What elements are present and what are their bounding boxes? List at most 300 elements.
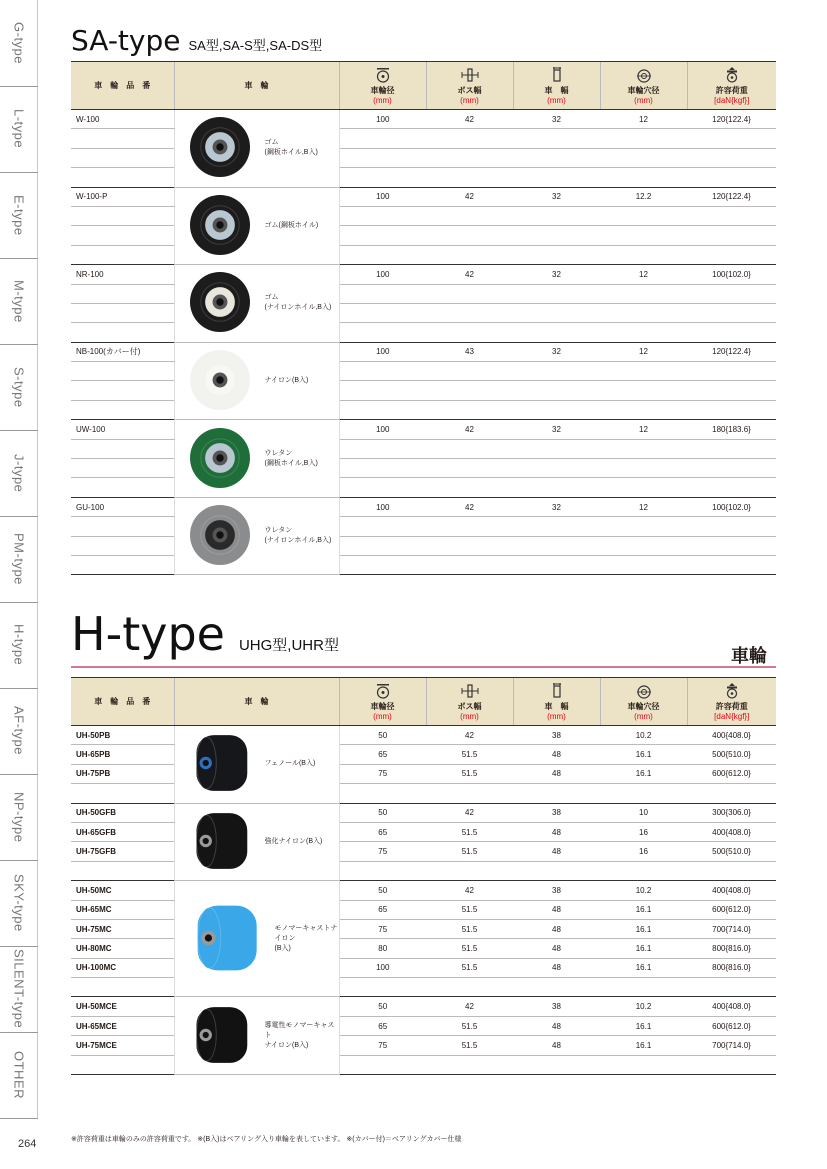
cell-part-number: UH-65PB	[71, 745, 174, 764]
cell-part-number	[71, 784, 174, 803]
cell-boss-width	[426, 978, 513, 997]
cell-boss-width	[426, 784, 513, 803]
wheel-figure	[175, 997, 339, 1074]
sa-type-title: SA-type	[71, 24, 181, 57]
wheel-hub-type: ナイロン(B入)	[264, 1041, 309, 1049]
table-row	[71, 265, 776, 284]
cell-diameter: 100	[339, 497, 426, 516]
cell-part-number	[71, 861, 174, 880]
header-load	[687, 62, 776, 110]
cell-part-number	[71, 978, 174, 997]
cell-part-number: UH-65MC	[71, 900, 174, 919]
cell-bore	[600, 555, 687, 574]
cell-boss-width	[426, 478, 513, 497]
side-tab-label: SKY-type	[11, 874, 27, 932]
cell-load: 400{408.0}	[687, 822, 776, 841]
table-row	[71, 342, 776, 361]
wheel-cell	[174, 187, 339, 265]
wheel-description	[265, 759, 316, 769]
header-part-label: 車 輪 品 番	[94, 81, 151, 90]
cell-boss-width: 42	[426, 187, 513, 206]
cell-bore	[600, 1055, 687, 1074]
cell-part-number: UH-75MCE	[71, 1036, 174, 1055]
cell-wheel-width: 48	[513, 900, 600, 919]
cell-part-number: GU-100	[71, 497, 174, 516]
side-tab-sky-type[interactable]	[0, 860, 38, 947]
wheel-image	[189, 902, 261, 976]
cell-wheel-width: 48	[513, 1016, 600, 1035]
cell-load: 400{408.0}	[687, 997, 776, 1016]
cell-bore	[600, 381, 687, 400]
diameter-icon	[340, 67, 426, 83]
cell-part-number	[71, 284, 174, 303]
cell-part-number: UH-65GFB	[71, 822, 174, 841]
wheel-image	[189, 1004, 251, 1068]
cell-wheel-width: 32	[513, 342, 600, 361]
boss-width-icon	[427, 67, 513, 83]
side-tab-label: E-type	[11, 194, 27, 236]
side-tab-j-type[interactable]	[0, 430, 38, 517]
wheel-cell	[174, 497, 339, 575]
cell-wheel-width	[513, 784, 600, 803]
cell-bore	[600, 168, 687, 187]
cell-wheel-width	[513, 439, 600, 458]
cell-boss-width: 51.5	[426, 919, 513, 938]
wheel-material: 強化ナイロン(B入)	[264, 837, 323, 845]
cell-load: 120{122.4}	[687, 342, 776, 361]
cell-boss-width: 51.5	[426, 1016, 513, 1035]
header-part-label: 車 輪 品 番	[94, 697, 151, 706]
cell-wheel-width	[513, 129, 600, 148]
header-load-unit: [daN{kgf}]	[714, 711, 750, 721]
cell-bore: 10.2	[600, 881, 687, 900]
cell-boss-width: 42	[426, 726, 513, 745]
wheel-figure	[175, 188, 339, 265]
header-boss-width-unit: (mm)	[460, 711, 479, 721]
cell-diameter: 75	[339, 919, 426, 938]
cell-diameter: 75	[339, 764, 426, 783]
wheel-description	[265, 837, 323, 847]
wheel-cell	[174, 342, 339, 420]
cell-part-number: UH-50PB	[71, 726, 174, 745]
wheel-material: ゴム	[264, 294, 279, 302]
cell-wheel-width	[513, 148, 600, 167]
wheel-figure	[175, 881, 339, 996]
header-boss-width	[426, 62, 513, 110]
cell-wheel-width: 32	[513, 110, 600, 129]
table-row	[71, 881, 776, 900]
header-boss-width	[426, 678, 513, 726]
cell-boss-width	[426, 400, 513, 419]
cell-boss-width	[426, 459, 513, 478]
page-number: 264	[18, 1138, 37, 1150]
cell-load: 300{306.0}	[687, 803, 776, 822]
cell-diameter	[339, 148, 426, 167]
cell-diameter: 75	[339, 842, 426, 861]
cell-bore	[600, 284, 687, 303]
diameter-icon	[340, 683, 426, 699]
cell-boss-width: 51.5	[426, 939, 513, 958]
cell-wheel-width	[513, 323, 600, 342]
cell-part-number	[71, 168, 174, 187]
cell-diameter: 50	[339, 997, 426, 1016]
header-part	[71, 678, 174, 726]
cell-bore: 16	[600, 822, 687, 841]
wheel-figure	[175, 726, 339, 803]
cell-bore	[600, 439, 687, 458]
h-type-heading	[71, 608, 339, 660]
cell-bore: 16.1	[600, 900, 687, 919]
wheel-figure	[175, 804, 339, 881]
cell-boss-width	[426, 381, 513, 400]
cell-diameter: 65	[339, 1016, 426, 1035]
cell-part-number: W-100-P	[71, 187, 174, 206]
cell-diameter	[339, 206, 426, 225]
cell-diameter	[339, 303, 426, 322]
header-wheel-width-label: 車 幅	[544, 85, 569, 95]
cell-boss-width	[426, 439, 513, 458]
cell-load	[687, 536, 776, 555]
cell-bore: 12	[600, 342, 687, 361]
cell-boss-width	[426, 517, 513, 536]
cell-boss-width	[426, 1055, 513, 1074]
cell-boss-width: 42	[426, 881, 513, 900]
side-tab-pm-type[interactable]	[0, 516, 38, 603]
wheel-hub-type: (鋼板ホイル,B入)	[264, 149, 318, 157]
cell-part-number: UH-50MC	[71, 881, 174, 900]
cell-wheel-width	[513, 245, 600, 264]
side-tab-np-type[interactable]	[0, 774, 38, 861]
wheel-width-icon	[514, 67, 600, 83]
side-tab-l-type[interactable]	[0, 86, 38, 173]
cell-part-number: UW-100	[71, 420, 174, 439]
cell-part-number	[71, 459, 174, 478]
h-type-title: H-type	[71, 607, 225, 661]
cell-load: 500{510.0}	[687, 842, 776, 861]
wheel-hub-type: (B入)	[274, 944, 291, 952]
cell-part-number: NR-100	[71, 265, 174, 284]
cell-wheel-width: 38	[513, 726, 600, 745]
header-bore-unit: (mm)	[634, 711, 653, 721]
side-tab-label: NP-type	[11, 791, 27, 843]
cell-diameter	[339, 861, 426, 880]
side-tab-label: M-type	[11, 279, 27, 323]
cell-load	[687, 861, 776, 880]
cell-diameter: 65	[339, 900, 426, 919]
cell-wheel-width: 48	[513, 764, 600, 783]
cell-boss-width: 51.5	[426, 822, 513, 841]
header-load-unit: [daN{kgf}]	[714, 95, 750, 105]
cell-bore	[600, 517, 687, 536]
cell-load	[687, 362, 776, 381]
cell-boss-width: 51.5	[426, 764, 513, 783]
cell-boss-width: 51.5	[426, 900, 513, 919]
side-tab-other[interactable]	[0, 1032, 38, 1119]
cell-part-number	[71, 226, 174, 245]
cell-load	[687, 978, 776, 997]
boss-width-icon	[427, 683, 513, 699]
cell-wheel-width: 32	[513, 497, 600, 516]
cell-wheel-width: 32	[513, 420, 600, 439]
side-tab-m-type[interactable]	[0, 258, 38, 345]
cell-diameter	[339, 381, 426, 400]
cell-load	[687, 1055, 776, 1074]
side-tab-label: AF-type	[11, 706, 27, 756]
cell-part-number: NB-100(カバー付)	[71, 342, 174, 361]
cell-load	[687, 381, 776, 400]
wheel-image	[189, 810, 251, 874]
cell-boss-width	[426, 303, 513, 322]
wheel-figure	[175, 343, 339, 420]
h-spec-table	[71, 677, 776, 1075]
cell-part-number	[71, 439, 174, 458]
cell-bore: 16.1	[600, 919, 687, 938]
cell-bore: 12	[600, 420, 687, 439]
wheel-material: ゴム(鋼板ホイル)	[264, 221, 319, 229]
cell-part-number: W-100	[71, 110, 174, 129]
cell-bore	[600, 784, 687, 803]
cell-diameter	[339, 555, 426, 574]
header-part	[71, 62, 174, 110]
cell-diameter	[339, 323, 426, 342]
cell-bore: 16.1	[600, 1016, 687, 1035]
cell-wheel-width	[513, 861, 600, 880]
cell-load	[687, 439, 776, 458]
header-wheel	[174, 62, 339, 110]
cell-part-number: UH-80MC	[71, 939, 174, 958]
wheel-figure	[175, 498, 339, 575]
cell-load	[687, 303, 776, 322]
load-icon	[688, 67, 777, 83]
cell-part-number: UH-75PB	[71, 764, 174, 783]
cell-diameter	[339, 284, 426, 303]
cell-bore: 10.2	[600, 726, 687, 745]
cell-wheel-width	[513, 303, 600, 322]
cell-wheel-width	[513, 226, 600, 245]
cell-load	[687, 284, 776, 303]
cell-diameter: 100	[339, 420, 426, 439]
header-load-label: 許容荷重	[715, 85, 748, 95]
cell-diameter	[339, 1055, 426, 1074]
cell-part-number: UH-50GFB	[71, 803, 174, 822]
cell-bore	[600, 861, 687, 880]
cell-bore	[600, 226, 687, 245]
header-wheel-width	[513, 678, 600, 726]
cell-wheel-width: 48	[513, 822, 600, 841]
wheel-description	[265, 449, 318, 469]
cell-diameter: 80	[339, 939, 426, 958]
cell-load: 120{122.4}	[687, 187, 776, 206]
wheel-description	[265, 526, 332, 546]
wheel-cell	[174, 265, 339, 343]
wheel-description	[265, 376, 309, 386]
cell-load: 100{102.0}	[687, 265, 776, 284]
wheel-hub-type: (ナイロンホイル,B入)	[264, 304, 332, 312]
cell-wheel-width	[513, 362, 600, 381]
cell-diameter	[339, 245, 426, 264]
cell-boss-width: 51.5	[426, 1036, 513, 1055]
cell-diameter	[339, 978, 426, 997]
cell-load: 800{816.0}	[687, 939, 776, 958]
wheel-description	[265, 1021, 339, 1051]
cell-boss-width: 42	[426, 997, 513, 1016]
wheel-description	[265, 221, 319, 231]
cell-part-number	[71, 206, 174, 225]
wheel-cell	[174, 110, 339, 188]
cell-load: 600{612.0}	[687, 764, 776, 783]
header-diameter-unit: (mm)	[373, 95, 392, 105]
cell-load	[687, 323, 776, 342]
cell-wheel-width	[513, 168, 600, 187]
cell-load	[687, 784, 776, 803]
wheel-width-icon	[514, 683, 600, 699]
wheel-material: ウレタン	[264, 449, 293, 457]
cell-boss-width	[426, 362, 513, 381]
cell-bore: 16.1	[600, 1036, 687, 1055]
cell-wheel-width: 48	[513, 745, 600, 764]
cell-wheel-width	[513, 400, 600, 419]
cell-bore: 12	[600, 497, 687, 516]
wheel-description	[265, 138, 318, 158]
cell-part-number	[71, 245, 174, 264]
side-tab-label: SILENT-type	[11, 949, 27, 1029]
cell-boss-width: 42	[426, 803, 513, 822]
cell-bore	[600, 303, 687, 322]
cell-diameter	[339, 536, 426, 555]
h-type-wheel-label: 車輪	[731, 646, 767, 666]
side-tab-label: L-type	[11, 109, 27, 149]
wheel-material: ナイロン(B入)	[264, 376, 309, 384]
wheel-image	[189, 504, 251, 568]
side-tab-label: J-type	[11, 453, 27, 493]
header-boss-width-unit: (mm)	[460, 95, 479, 105]
cell-boss-width	[426, 245, 513, 264]
wheel-cell	[174, 803, 339, 881]
cell-diameter	[339, 362, 426, 381]
side-tab-silent-type[interactable]	[0, 946, 38, 1033]
cell-load	[687, 168, 776, 187]
cell-load: 800{816.0}	[687, 958, 776, 977]
cell-diameter: 100	[339, 265, 426, 284]
cell-part-number: UH-50MCE	[71, 997, 174, 1016]
header-bore	[600, 678, 687, 726]
header-wheel-label: 車 輪	[244, 697, 269, 706]
cell-boss-width: 42	[426, 497, 513, 516]
cell-load	[687, 245, 776, 264]
cell-part-number	[71, 517, 174, 536]
cell-load: 700{714.0}	[687, 919, 776, 938]
cell-diameter: 65	[339, 745, 426, 764]
wheel-description	[265, 293, 332, 313]
cell-boss-width	[426, 284, 513, 303]
side-tab-h-type[interactable]	[0, 602, 38, 689]
wheel-cell	[174, 726, 339, 804]
cell-bore: 16.1	[600, 764, 687, 783]
cell-diameter: 100	[339, 342, 426, 361]
cell-load	[687, 226, 776, 245]
header-wheel-width	[513, 62, 600, 110]
header-diameter-label: 車輪径	[370, 85, 395, 95]
cell-boss-width	[426, 226, 513, 245]
side-tab-bar	[0, 0, 38, 1118]
cell-boss-width: 51.5	[426, 745, 513, 764]
wheel-image	[189, 349, 251, 413]
wheel-figure	[175, 110, 339, 187]
cell-load	[687, 478, 776, 497]
cell-diameter	[339, 478, 426, 497]
cell-wheel-width	[513, 206, 600, 225]
load-icon	[688, 683, 777, 699]
cell-boss-width	[426, 148, 513, 167]
cell-wheel-width	[513, 478, 600, 497]
cell-wheel-width: 48	[513, 1036, 600, 1055]
cell-part-number	[71, 323, 174, 342]
cell-diameter	[339, 226, 426, 245]
cell-bore: 16.1	[600, 939, 687, 958]
cell-wheel-width: 32	[513, 265, 600, 284]
sa-type-heading	[71, 24, 322, 57]
cell-diameter	[339, 168, 426, 187]
cell-wheel-width: 38	[513, 997, 600, 1016]
side-tab-s-type[interactable]	[0, 344, 38, 431]
cell-wheel-width: 48	[513, 919, 600, 938]
cell-boss-width: 43	[426, 342, 513, 361]
cell-boss-width	[426, 555, 513, 574]
h-type-rule	[71, 666, 776, 668]
cell-wheel-width	[513, 978, 600, 997]
cell-diameter: 75	[339, 1036, 426, 1055]
cell-bore	[600, 129, 687, 148]
wheel-image	[189, 271, 251, 335]
cell-boss-width: 42	[426, 265, 513, 284]
cell-bore	[600, 478, 687, 497]
wheel-material: ウレタン	[264, 527, 293, 535]
cell-load	[687, 400, 776, 419]
side-tab-g-type[interactable]	[0, 0, 38, 87]
wheel-cell	[174, 997, 339, 1075]
cell-bore	[600, 323, 687, 342]
header-load	[687, 678, 776, 726]
cell-wheel-width	[513, 1055, 600, 1074]
cell-load: 600{612.0}	[687, 900, 776, 919]
header-boss-width-label: ボス幅	[457, 85, 482, 95]
header-bore-label: 車輪穴径	[627, 701, 660, 711]
cell-boss-width	[426, 129, 513, 148]
cell-load	[687, 129, 776, 148]
wheel-figure	[175, 265, 339, 342]
wheel-material: ゴム	[264, 139, 279, 147]
cell-bore	[600, 245, 687, 264]
table-row	[71, 803, 776, 822]
wheel-description	[275, 924, 339, 954]
cell-load: 500{510.0}	[687, 745, 776, 764]
cell-load: 180{183.6}	[687, 420, 776, 439]
side-tab-af-type[interactable]	[0, 688, 38, 775]
sa-type-subtitle: SA型,SA-S型,SA-DS型	[188, 38, 323, 53]
wheel-image	[189, 116, 251, 180]
header-boss-width-label: ボス幅	[457, 701, 482, 711]
cell-load	[687, 459, 776, 478]
wheel-figure	[175, 420, 339, 497]
bore-icon	[601, 683, 687, 699]
side-tab-e-type[interactable]	[0, 172, 38, 259]
cell-boss-width: 42	[426, 110, 513, 129]
wheel-image	[189, 732, 251, 796]
header-bore-unit: (mm)	[634, 95, 653, 105]
cell-wheel-width: 38	[513, 803, 600, 822]
cell-bore: 12	[600, 110, 687, 129]
header-diameter-unit: (mm)	[373, 711, 392, 721]
